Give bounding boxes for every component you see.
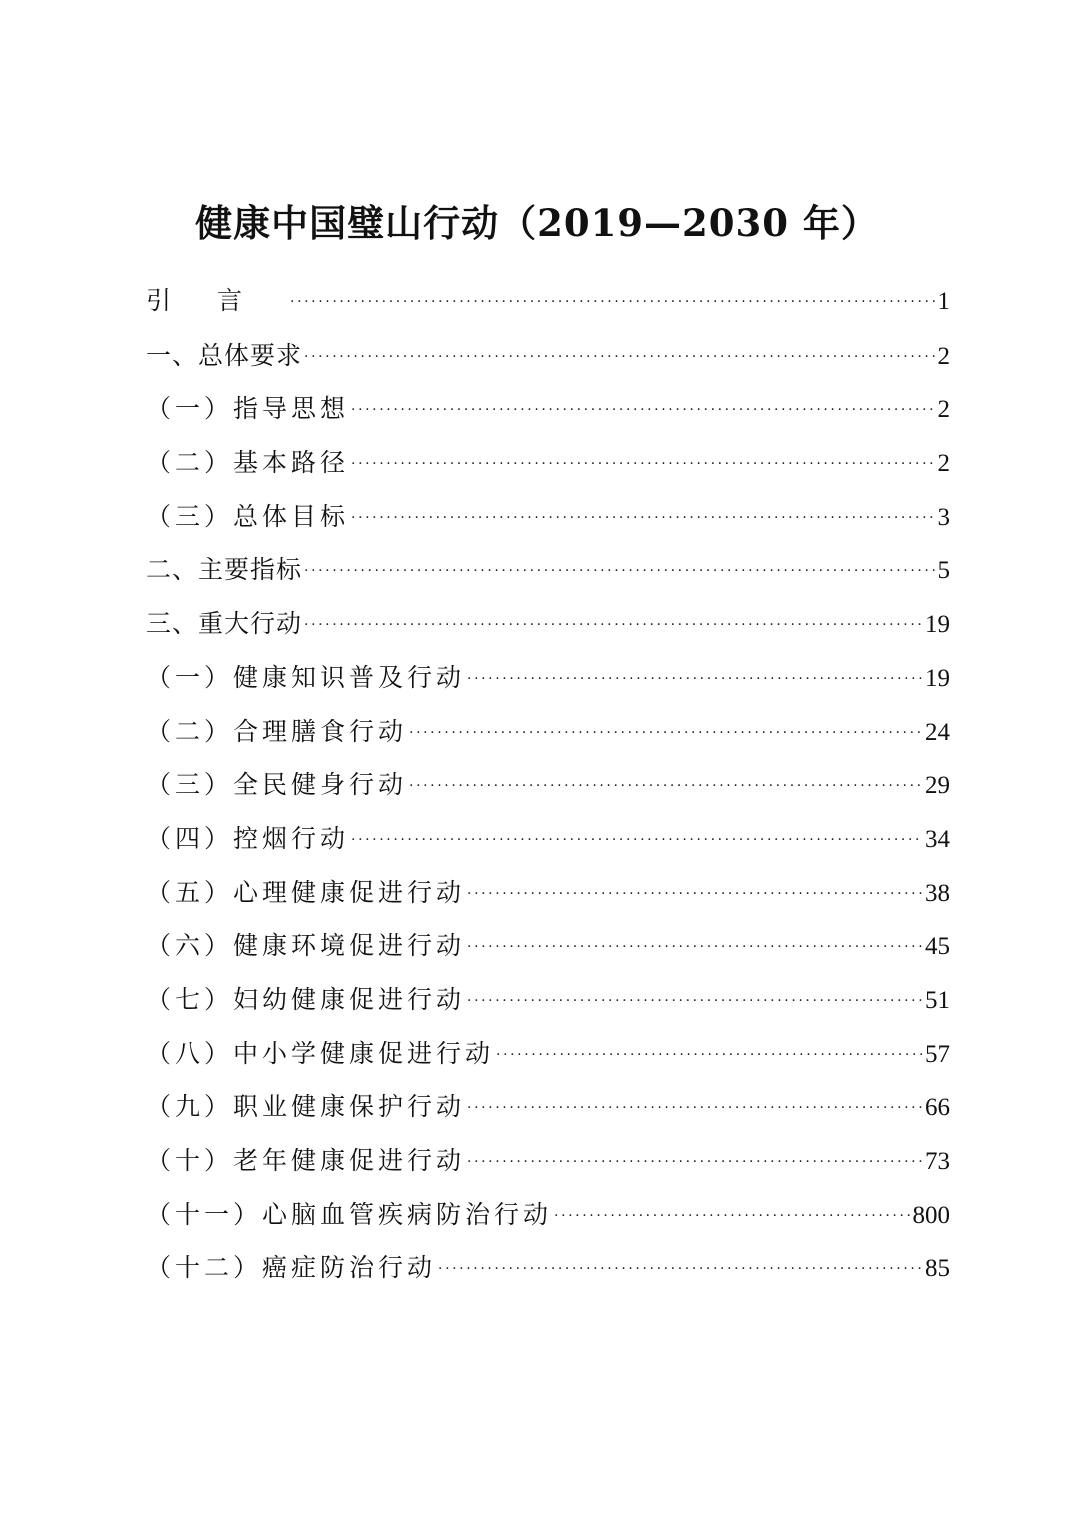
toc-entry-label: （五）心理健康促进行动 xyxy=(146,877,466,907)
toc-entry-page: 66 xyxy=(925,1094,950,1122)
toc-entry-mental-health[interactable] xyxy=(146,866,950,920)
toc-dot-leader xyxy=(351,492,935,546)
toc-dot-leader xyxy=(304,545,935,599)
toc-dot-leader xyxy=(467,975,923,1029)
toc-dot-leader xyxy=(467,1082,923,1136)
toc-entry-label: （三）总体目标 xyxy=(146,501,350,531)
toc-entry-page: 5 xyxy=(937,557,950,585)
toc-entry-page: 19 xyxy=(925,611,950,639)
toc-entry-page: 2 xyxy=(937,342,950,370)
toc-entry-basic-path[interactable] xyxy=(146,436,950,490)
toc-entry-label: （三）全民健身行动 xyxy=(146,770,408,800)
toc-entry-elderly-health[interactable] xyxy=(146,1134,950,1188)
toc-entry-page: 45 xyxy=(925,933,950,961)
toc-entry-page: 2 xyxy=(937,396,950,424)
toc-entry-label: （八）中小学健康促进行动 xyxy=(146,1038,495,1068)
toc-dot-leader xyxy=(409,707,923,761)
toc-entry-page: 24 xyxy=(925,718,950,746)
toc-entry-label: （七）妇幼健康促进行动 xyxy=(146,984,466,1014)
toc-entry-health-knowledge[interactable] xyxy=(146,651,950,705)
toc-entry-page: 73 xyxy=(925,1148,950,1175)
toc-dot-leader xyxy=(467,868,923,922)
toc-entry-page: 19 xyxy=(925,664,950,692)
toc-dot-leader xyxy=(467,653,923,707)
toc-entry-label: （一）指导思想 xyxy=(146,394,350,424)
toc-entry-guiding-ideology[interactable] xyxy=(146,382,950,436)
toc-entry-page: 38 xyxy=(925,879,950,907)
toc-dot-leader xyxy=(409,760,923,814)
toc-dot-leader xyxy=(351,814,923,868)
toc-entry-page: 57 xyxy=(925,1040,950,1068)
toc-entry-national-fitness[interactable] xyxy=(146,758,950,812)
toc-entry-page: 1 xyxy=(937,288,950,315)
toc-entry-page: 2 xyxy=(937,450,950,478)
toc-entry-page: 29 xyxy=(925,772,950,800)
toc-entry-balanced-diet[interactable] xyxy=(146,705,950,759)
toc-entry-label: （二）基本路径 xyxy=(146,448,350,478)
toc-dot-leader xyxy=(290,276,935,330)
toc-entry-label: （十二）癌症防治行动 xyxy=(146,1253,437,1283)
toc-entry-label: 三、重大行动 xyxy=(146,609,303,639)
toc-entry-label: （二）合理膳食行动 xyxy=(146,716,408,746)
toc-entry-label: 二、主要指标 xyxy=(146,555,303,585)
toc-entry-intro[interactable] xyxy=(146,275,950,329)
toc-entry-school-health[interactable] xyxy=(146,1027,950,1081)
toc-entry-cancer-prevention[interactable] xyxy=(146,1241,950,1295)
toc-dot-leader xyxy=(554,1190,910,1244)
toc-dot-leader xyxy=(496,1029,923,1083)
toc-entry-page: 85 xyxy=(925,1255,950,1283)
toc-dot-leader xyxy=(467,1136,923,1190)
toc-dot-leader xyxy=(438,1243,923,1297)
toc-entry-major-actions[interactable] xyxy=(146,597,950,651)
toc-entry-label: 一、总体要求 xyxy=(146,340,303,370)
toc-entry-general-requirements[interactable] xyxy=(146,329,950,383)
toc-entry-page: 3 xyxy=(937,503,950,531)
toc-entry-label: （六）健康环境促进行动 xyxy=(146,931,466,961)
toc-entry-page: 51 xyxy=(925,986,950,1014)
toc-entry-label: （一）健康知识普及行动 xyxy=(146,662,466,692)
toc-dot-leader xyxy=(351,438,935,492)
toc-dot-leader xyxy=(467,921,923,975)
toc-entry-tobacco-control[interactable] xyxy=(146,812,950,866)
toc-entry-label: （十）老年健康促进行动 xyxy=(146,1146,466,1175)
toc-entry-cardiovascular-prevention[interactable] xyxy=(146,1188,950,1242)
toc-entry-label: （九）职业健康保护行动 xyxy=(146,1092,466,1122)
toc-entry-maternal-child-health[interactable] xyxy=(146,973,950,1027)
table-of-contents xyxy=(146,275,950,1295)
toc-entry-healthy-environment[interactable] xyxy=(146,919,950,973)
toc-entry-page: 800 xyxy=(912,1201,950,1229)
toc-entry-occupational-health[interactable] xyxy=(146,1080,950,1134)
document-title: 健康中国璧山行动（2019—2030 年） xyxy=(195,201,879,245)
toc-dot-leader xyxy=(304,599,923,653)
toc-dot-leader xyxy=(351,384,935,438)
toc-entry-main-indicators[interactable] xyxy=(146,543,950,597)
toc-entry-label: （四）控烟行动 xyxy=(146,823,350,853)
toc-entry-overall-goals[interactable] xyxy=(146,490,950,544)
toc-entry-label: （十一）心脑血管疾病防治行动 xyxy=(146,1199,553,1229)
toc-entry-page: 34 xyxy=(925,825,950,853)
toc-dot-leader xyxy=(304,331,935,385)
toc-entry-label: 引言 xyxy=(146,288,289,315)
